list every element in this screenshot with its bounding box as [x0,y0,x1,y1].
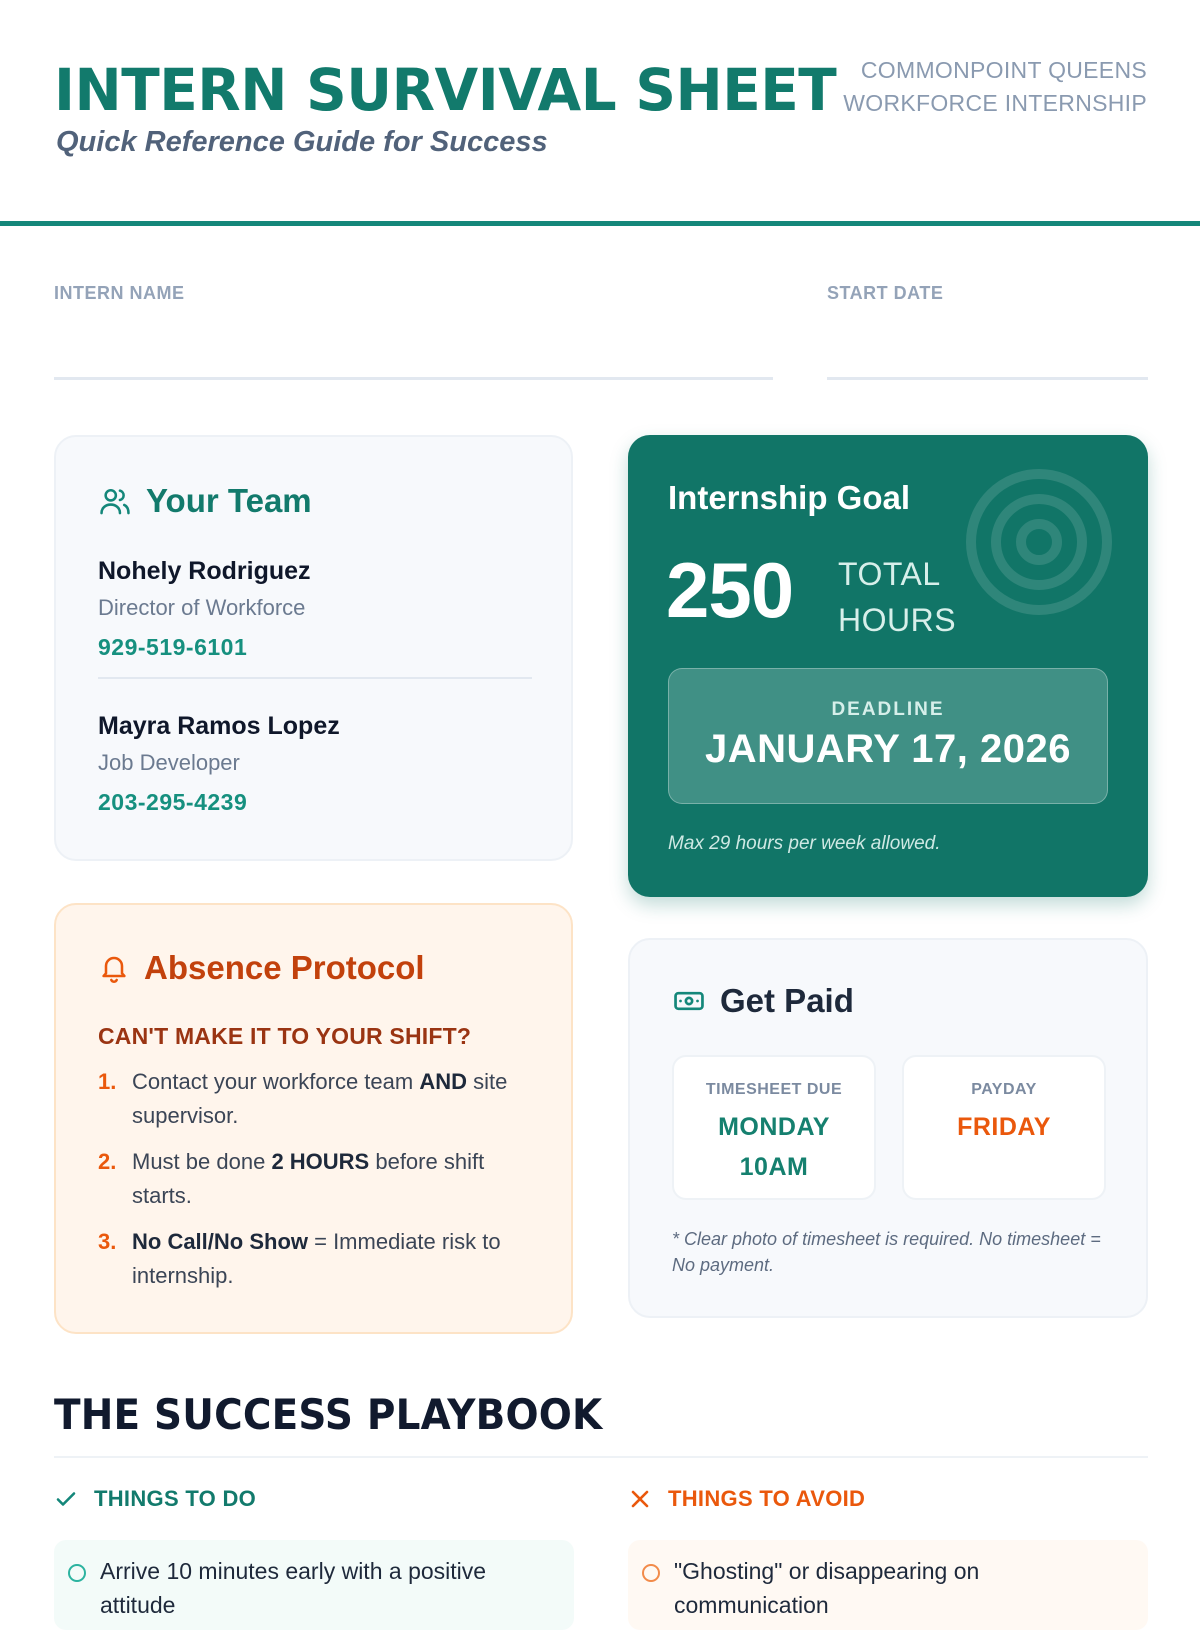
member-phone[interactable]: 203-295-4239 [98,789,248,815]
do-list-item [54,1540,574,1630]
timesheet-due-label: TIMESHEET DUE [705,1081,843,1098]
timesheet-due-value [674,1107,874,1187]
goal-hours-value: 250 [666,546,794,634]
check-icon [54,1487,78,1511]
absence-card [54,903,573,1334]
member-phone[interactable]: 929-519-6101 [98,634,248,660]
things-to-avoid-title: THINGS TO AVOID [668,1486,866,1511]
absence-step [98,1225,538,1293]
step-text: Must be done [132,1149,272,1174]
organization-name [843,54,1147,120]
goal-hours-unit [838,551,956,643]
paid-note: * Clear photo of timesheet is required. No timesheet = No payment. [672,1229,1101,1275]
org-line-2: WORKFORCE INTERNSHIP [843,90,1147,116]
goal-unit-line-2: HOURS [838,602,957,638]
avoid-item-text: "Ghosting" or disappearing on communication [674,1558,980,1618]
intern-name-label: INTERN NAME [54,283,185,303]
step-text: = Immediate risk to internship. [132,1229,501,1288]
page-subtitle: Quick Reference Guide for Success [56,126,548,158]
intern-name-field[interactable] [54,377,773,380]
absence-question: CAN'T MAKE IT TO YOUR SHIFT? [98,1023,472,1049]
bell-icon [98,952,130,984]
payday-label: PAYDAY [971,1081,1037,1098]
money-icon [672,984,706,1018]
member-role: Job Developer [98,750,240,775]
things-to-do-title: THINGS TO DO [94,1486,257,1511]
step-text: before shift starts. [132,1149,485,1208]
avoid-list-item [628,1540,1148,1630]
goal-title: Internship Goal [668,479,911,516]
member-name: Mayra Ramos Lopez [98,712,340,740]
absence-card-title [98,949,425,987]
team-title-text: Your Team [146,482,312,519]
absence-step [98,1065,538,1133]
paid-card [628,938,1148,1318]
step-emphasis: 2 HOURS [271,1149,370,1174]
step-text: Contact your workforce team [132,1069,420,1094]
page-header [0,0,1200,226]
step-number: 2. [98,1149,117,1174]
absence-step [98,1145,538,1213]
deadline-box [668,668,1108,804]
goal-card [628,435,1148,897]
paid-card-title [672,982,854,1020]
users-icon [98,484,132,518]
timesheet-due-box [672,1055,876,1200]
step-text: site supervisor. [132,1069,508,1128]
timesheet-due-day: MONDAY [718,1113,830,1141]
absence-title-text: Absence Protocol [144,949,425,986]
deadline-date: JANUARY 17, 2026 [705,727,1071,771]
org-line-1: COMMONPOINT QUEENS [860,57,1147,83]
payday-value: FRIDAY [957,1113,1051,1141]
goal-unit-line-1: TOTAL [838,556,941,592]
things-to-do-heading [54,1486,256,1512]
deadline-label: DEADLINE [831,699,945,720]
things-to-avoid-heading [628,1486,865,1512]
target-icon [964,467,1114,617]
step-emphasis: AND [419,1069,468,1094]
x-icon [628,1487,652,1511]
playbook-title: THE SUCCESS PLAYBOOK [54,1390,603,1439]
step-number: 1. [98,1069,117,1094]
circle-icon [642,1564,660,1582]
team-card [54,435,573,861]
playbook-divider [54,1456,1148,1458]
team-card-title [98,482,312,520]
circle-icon [68,1564,86,1582]
paid-title-text: Get Paid [720,982,854,1019]
start-date-field[interactable] [827,377,1148,380]
member-role: Director of Workforce [98,595,306,620]
member-name: Nohely Rodriguez [98,557,311,585]
do-item-text: Arrive 10 minutes early with a positive attitude [100,1558,487,1618]
page-title: INTERN SURVIVAL SHEET [54,56,837,124]
step-number: 3. [98,1229,117,1254]
timesheet-due-time: 10AM [739,1153,809,1181]
goal-note: Max 29 hours per week allowed. [668,833,941,854]
start-date-label: START DATE [827,283,944,303]
team-divider [98,677,532,679]
payday-box [902,1055,1106,1200]
step-emphasis: No Call/No Show [132,1229,308,1254]
